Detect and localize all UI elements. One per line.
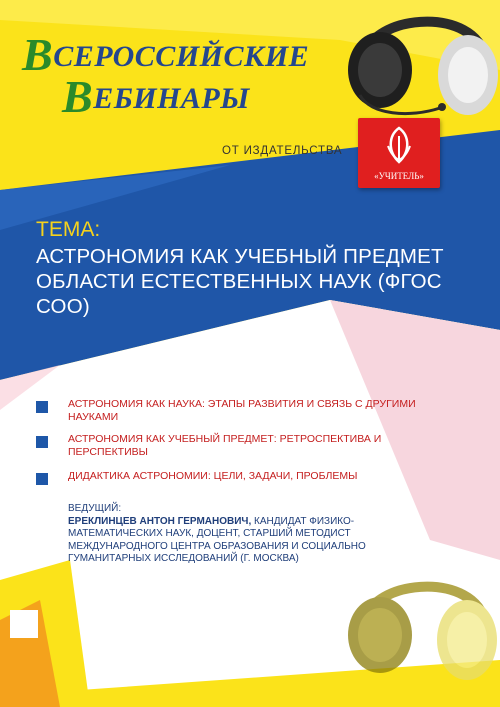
publisher-label: ОТ ИЗДАТЕЛЬСТВА bbox=[222, 145, 343, 157]
title-line-2 bbox=[62, 70, 250, 123]
title-word: ЕБИНАРЫ bbox=[93, 82, 250, 115]
list-item-text: АСТРОНОМИЯ КАК УЧЕБНЫЙ ПРЕДМЕТ: РЕТРОСПЕКТИВА И ПЕРСПЕКТИВЫ bbox=[68, 433, 382, 458]
host-label: ВЕДУЩИЙ: bbox=[68, 503, 122, 514]
title-word: СЕРОССИЙСКИЕ bbox=[53, 40, 310, 73]
list-item-text: АСТРОНОМИЯ КАК НАУКА: ЭТАПЫ РАЗВИТИЯ И СВЯЗЬ С ДРУГИМИ НАУКАМИ bbox=[68, 398, 416, 423]
host-details: КАНДИДАТ ФИЗИКО-МАТЕМАТИЧЕСКИХ НАУК, ДОЦЕНТ, СТАРШИЙ МЕТОДИСТ МЕЖДУНАРОДНОГО ЦЕНТРА ОБРАЗОВАНИЯ И СОЦИАЛЬНО ГУМАНИТАРНЫХ ИССЛЕДОВАНИЙ (Г. МОСКВА) bbox=[68, 515, 366, 564]
title-initial: В bbox=[62, 71, 94, 122]
topic-title: АСТРОНОМИЯ КАК УЧЕБНЫЙ ПРЕДМЕТ ОБЛАСТИ ЕСТЕСТВЕННЫХ НАУК (ФГОС СОО) bbox=[36, 245, 444, 318]
host-info bbox=[68, 503, 428, 566]
bullet-square-icon bbox=[36, 401, 48, 413]
list-item-text: ДИДАКТИКА АСТРОНОМИИ: ЦЕЛИ, ЗАДАЧИ, ПРОБЛЕМЫ bbox=[68, 470, 358, 482]
publisher-logo bbox=[358, 118, 440, 188]
headset-icon bbox=[335, 560, 500, 700]
host-name: ЕРЕКЛИНЦЕВ АНТОН ГЕРМАНОВИЧ, bbox=[68, 515, 252, 527]
title-initial: В bbox=[22, 29, 54, 80]
publisher-logo-icon bbox=[358, 122, 440, 172]
headset-icon bbox=[340, 0, 500, 130]
bullet-square-icon bbox=[36, 436, 48, 448]
logo-caption: «УЧИТЕЛЬ» bbox=[374, 171, 424, 181]
topic-label: ТЕМА: bbox=[36, 218, 101, 241]
bullet-square-icon bbox=[36, 473, 48, 485]
